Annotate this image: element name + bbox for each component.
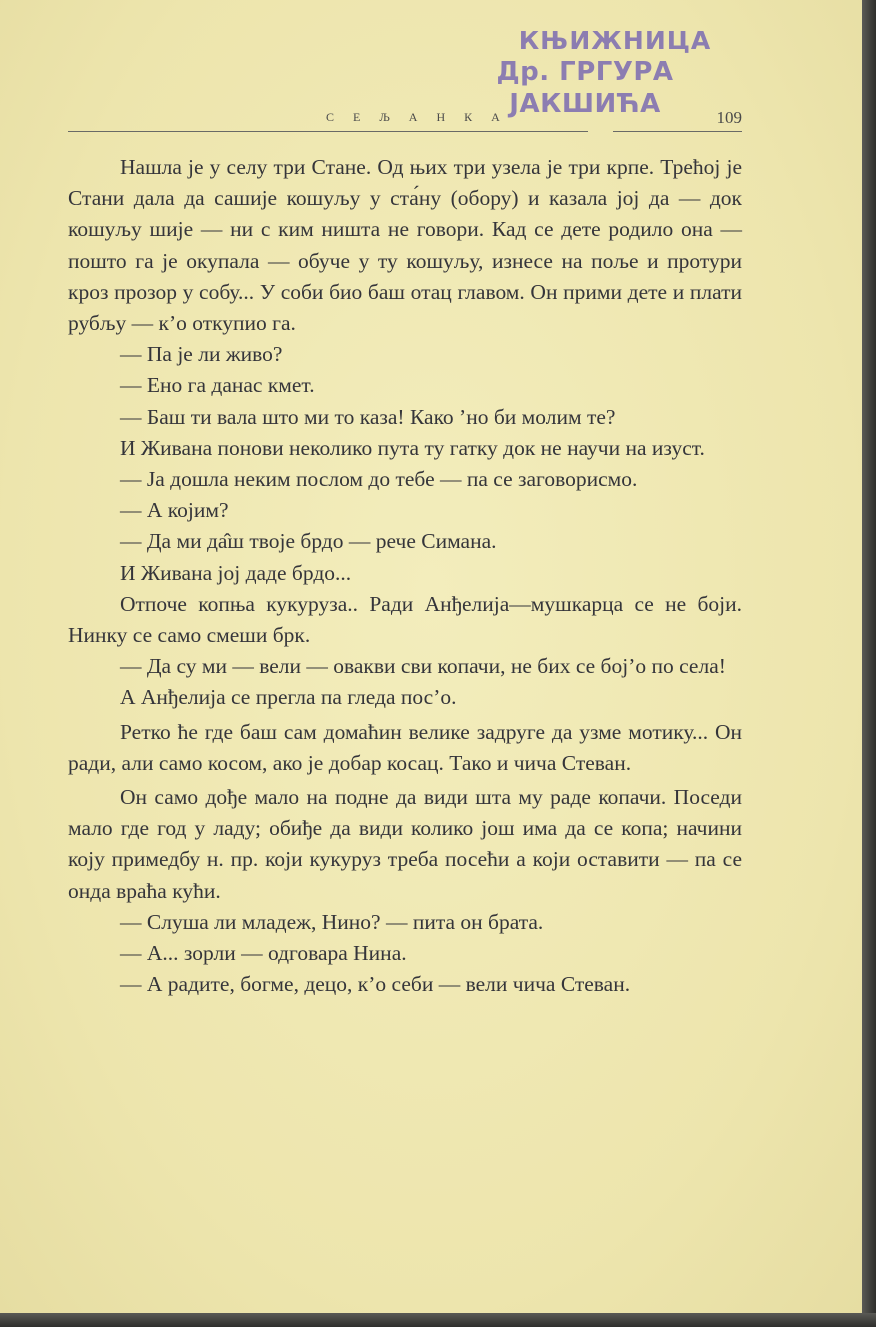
paragraph: — А... зорли — одговара Нина. [120,941,407,966]
stamp-owner-name: Др. ГРГУРА ЈАКШИЋА [496,57,674,119]
scan-edge-right [862,0,876,1327]
paragraph: И Живана понови неколико пута ту гатку док не научи на изуст. [120,435,705,460]
paragraph: Он само дође мало на подне да види шта му раде копачи. Поседи мало где год у ладу; обиђе да види колико још има да се копа; начини коју примедбу н. пр. који кукуруз треба посећи а који оставити — па се онда враћа кући. [68,785,742,903]
paragraph: Нашла је у селу три Стане. Од њих три узела је три крпе. Трећој је Стани дала да сашије кошуљу у ста́ну (обору) и казала јој да — док кошуљу шије — ни с ким ништа не говори. Кад се дете родило она — пошто га је окупала — обуче у ту кошуљу, изнесе на поље и протури кроз прозор у собу... У соби био баш отац главом. Он прими дете и плати рубљу — к’о откупио га. [68,155,742,336]
paragraph: Отпоче копња кукуруза.. Ради Анђелија—мушкарца се не боји. Нинку се само смеши брк. [68,591,742,648]
page-number: 109 [716,108,742,127]
paragraph: — Да су ми — вели — овакви сви копачи, не бих се бој’о по села! [120,654,726,679]
paragraph: — Ено га данас кмет. [120,373,315,398]
paragraph: — А радите, богме, децо, к’о себи — вели чича Стеван. [120,972,631,997]
stamp-library-label: КЊИЖНИЦА [518,26,712,55]
paragraph: И Живана јој даде брдо... [120,560,352,585]
header-rule [68,131,588,132]
paragraph: — Баш ти вала што ми то каза! Како ’но би молим те? [120,404,616,429]
paragraph: — Слуша ли младеж, Нино? — пита он брата. [120,909,544,934]
paragraph: — Да ми да̂ш твоје брдо — рече Симана. [120,529,497,554]
paragraph: — Ја дошла неким послом до тебе — па се заговорисмо. [120,467,638,492]
paragraph: — А којим? [120,498,229,523]
paragraph: — Па је ли живо? [120,342,283,367]
running-header [68,108,742,138]
paragraph: Ретко ће где баш сам домаћин велике задруге да узме мотику... Он ради, али само косом, ако је добар косац. Тако и чича Стеван. [68,719,742,775]
library-stamp [420,26,750,120]
paragraph: А Анђелија се прегла па гледа пос’о. [120,685,457,710]
running-title: С Е Љ А Н К А [326,110,508,124]
scan-edge-bottom [0,1313,876,1327]
header-rule [613,131,742,132]
body-text [68,152,742,1000]
